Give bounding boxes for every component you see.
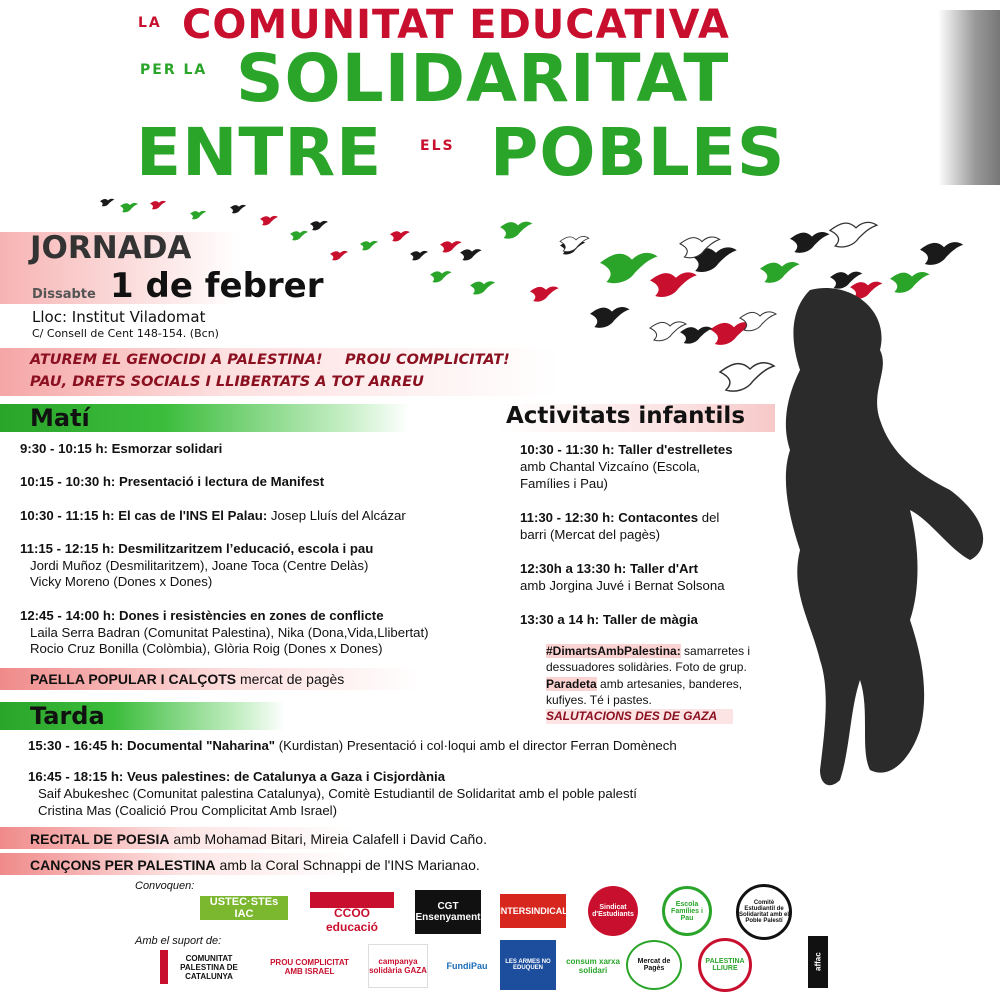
logo-comunitat-palestina: COMUNITAT PALESTINA DE CATALUNYA xyxy=(160,950,250,984)
grey-gradient-bar xyxy=(938,10,1000,185)
note-line-4: kufiyes. Té i pastes. xyxy=(546,693,652,707)
section-tarda: Tarda xyxy=(0,702,285,730)
logo-xarxa-consum: consum xarxa solidari xyxy=(566,957,620,975)
logo-sindicat-estudiants: Sindicat d'Estudiants xyxy=(588,886,638,936)
mati-item-5: 12:45 - 14:00 h: Dones i resistències en zones de conflicte xyxy=(20,608,384,623)
header-els: ELS xyxy=(420,138,455,154)
logo-mercat-pages: Mercat de Pagès xyxy=(626,940,682,990)
event-place: Lloc: Institut Viladomat xyxy=(32,308,206,326)
event-day: Dissabte xyxy=(32,287,96,302)
slogan-line2: PAU, DRETS SOCIALS I LLIBERTATS A TOT ARREU xyxy=(30,374,424,390)
infantils-item-1-l2: amb Chantal Vizcaíno (Escola, xyxy=(520,459,701,474)
paella-line: PAELLA POPULAR I CALÇOTS mercat de pagès xyxy=(30,671,345,687)
logo-escola-families-pau: Escola Famílies i Pau xyxy=(662,886,712,936)
logo-ccoo: CCOO educació xyxy=(310,892,394,932)
logo-fundipau: FundiPau xyxy=(446,961,488,971)
logo-comite-estudiantil: Comitè Estudiantil de Solidaritat amb el Poble Palestí xyxy=(736,884,792,940)
mati-item-3: 10:30 - 11:15 h: El cas de l'INS El Palau: Josep Lluís del Alcázar xyxy=(20,508,406,523)
jornada-title: JORNADA xyxy=(30,230,192,266)
mati-item-5-detail-1: Laila Serra Badran (Comunitat Palestina), Nika (Dona,Vida,Llibertat) xyxy=(30,625,429,640)
mati-item-5-detail-2: Rocio Cruz Bonilla (Colòmbia), Glòria Roig (Dones x Dones) xyxy=(30,641,383,656)
slogan-line1b: PROU COMPLICITAT! xyxy=(345,352,510,368)
convoquen-label: Convoquen: xyxy=(135,880,195,892)
mati-item-1: 9:30 - 10:15 h: Esmorzar solidari xyxy=(20,441,223,456)
logo-ustec: USTEC·STEs IAC xyxy=(200,896,288,920)
event-address: C/ Consell de Cent 148-154. (Bcn) xyxy=(32,327,219,340)
infantils-item-4: 13:30 a 14 h: Taller de màgia xyxy=(520,612,698,627)
infantils-item-1-l3: Famílies i Pau) xyxy=(520,476,608,491)
cancons-line: CANÇONS PER PALESTINA amb la Coral Schnappi de l'INS Marianao. xyxy=(30,857,480,873)
header-solidaritat: SOLIDARITAT xyxy=(236,40,730,117)
infantils-item-3: 12:30h a 13:30 h: Taller d'Art xyxy=(520,561,699,576)
recital-line: RECITAL DE POESIA amb Mohamad Bitari, Mireia Calafell i David Caño. xyxy=(30,831,487,847)
logo-prou-complicitat: PROU COMPLICITAT AMB ISRAEL xyxy=(270,958,349,976)
note-salutacions: SALUTACIONS DES DE GAZA xyxy=(546,709,733,724)
note-line-3: Paradeta amb artesanies, banderes, xyxy=(546,677,743,691)
logo-cgt: CGT Ensenyament xyxy=(415,890,481,934)
suport-label: Amb el suport de: xyxy=(135,935,222,947)
event-date: 1 de febrer xyxy=(110,266,324,306)
note-line-2: dessuadores solidàries. Foto de grup. xyxy=(546,660,747,674)
tarda-item-2: 16:45 - 18:15 h: Veus palestines: de Catalunya a Gaza i Cisjordània xyxy=(28,769,446,784)
infantils-item-2: 11:30 - 12:30 h: Contacontes del xyxy=(520,510,720,525)
section-mati: Matí xyxy=(0,404,410,432)
mati-item-2: 10:15 - 10:30 h: Presentació i lectura de Manifest xyxy=(20,474,325,489)
infantils-item-2-l2: barri (Mercat del pagès) xyxy=(520,527,660,542)
header-comunitat-educativa: COMUNITAT EDUCATIVA xyxy=(182,2,730,48)
mati-item-4: 11:15 - 12:15 h: Desmilitzaritzem l’educació, escola i pau xyxy=(20,541,374,556)
slogan-line1a: ATUREM EL GENOCIDI A PALESTINA! xyxy=(30,352,323,368)
logo-palestina-lliure: PALESTINA LLIURE xyxy=(698,938,752,992)
header-la: LA xyxy=(138,15,162,31)
logo-armes-no-eduquen: LES ARMES NO EDUQUEN xyxy=(500,940,556,990)
infantils-item-3-l2: amb Jorgina Juvé i Bernat Solsona xyxy=(520,578,725,593)
header-per-la: PER LA xyxy=(140,62,208,78)
note-line-1: #DimartsAmbPalestina: samarretes i xyxy=(546,644,751,658)
logo-affac: affac xyxy=(808,936,828,988)
section-infantils: Activitats infantils xyxy=(506,403,746,429)
tarda-item-2-detail-1: Saif Abukeshec (Comunitat palestina Catalunya), Comitè Estudiantil de Solidaritat amb el poble palestí xyxy=(38,786,637,801)
tarda-item-1: 15:30 - 16:45 h: Documental "Naharina" (Kurdistan) Presentació i col·loqui amb el director Ferran Domènech xyxy=(28,738,677,753)
mati-item-4-detail-2: Vicky Moreno (Dones x Dones) xyxy=(30,574,213,589)
logo-gaza: campanya solidària GAZA xyxy=(368,944,428,988)
header-entre: ENTRE xyxy=(136,114,383,191)
tarda-item-2-detail-2: Cristina Mas (Coalició Prou Complicitat Amb Israel) xyxy=(38,803,338,818)
infantils-item-1: 10:30 - 11:30 h: Taller d'estrelletes xyxy=(520,442,733,457)
header-pobles: POBLES xyxy=(490,114,786,191)
logo-intersindical: INTERSINDICAL xyxy=(500,894,566,928)
mati-item-4-detail-1: Jordi Muñoz (Desmilitaritzem), Joane Toca (Centre Delàs) xyxy=(30,558,369,573)
